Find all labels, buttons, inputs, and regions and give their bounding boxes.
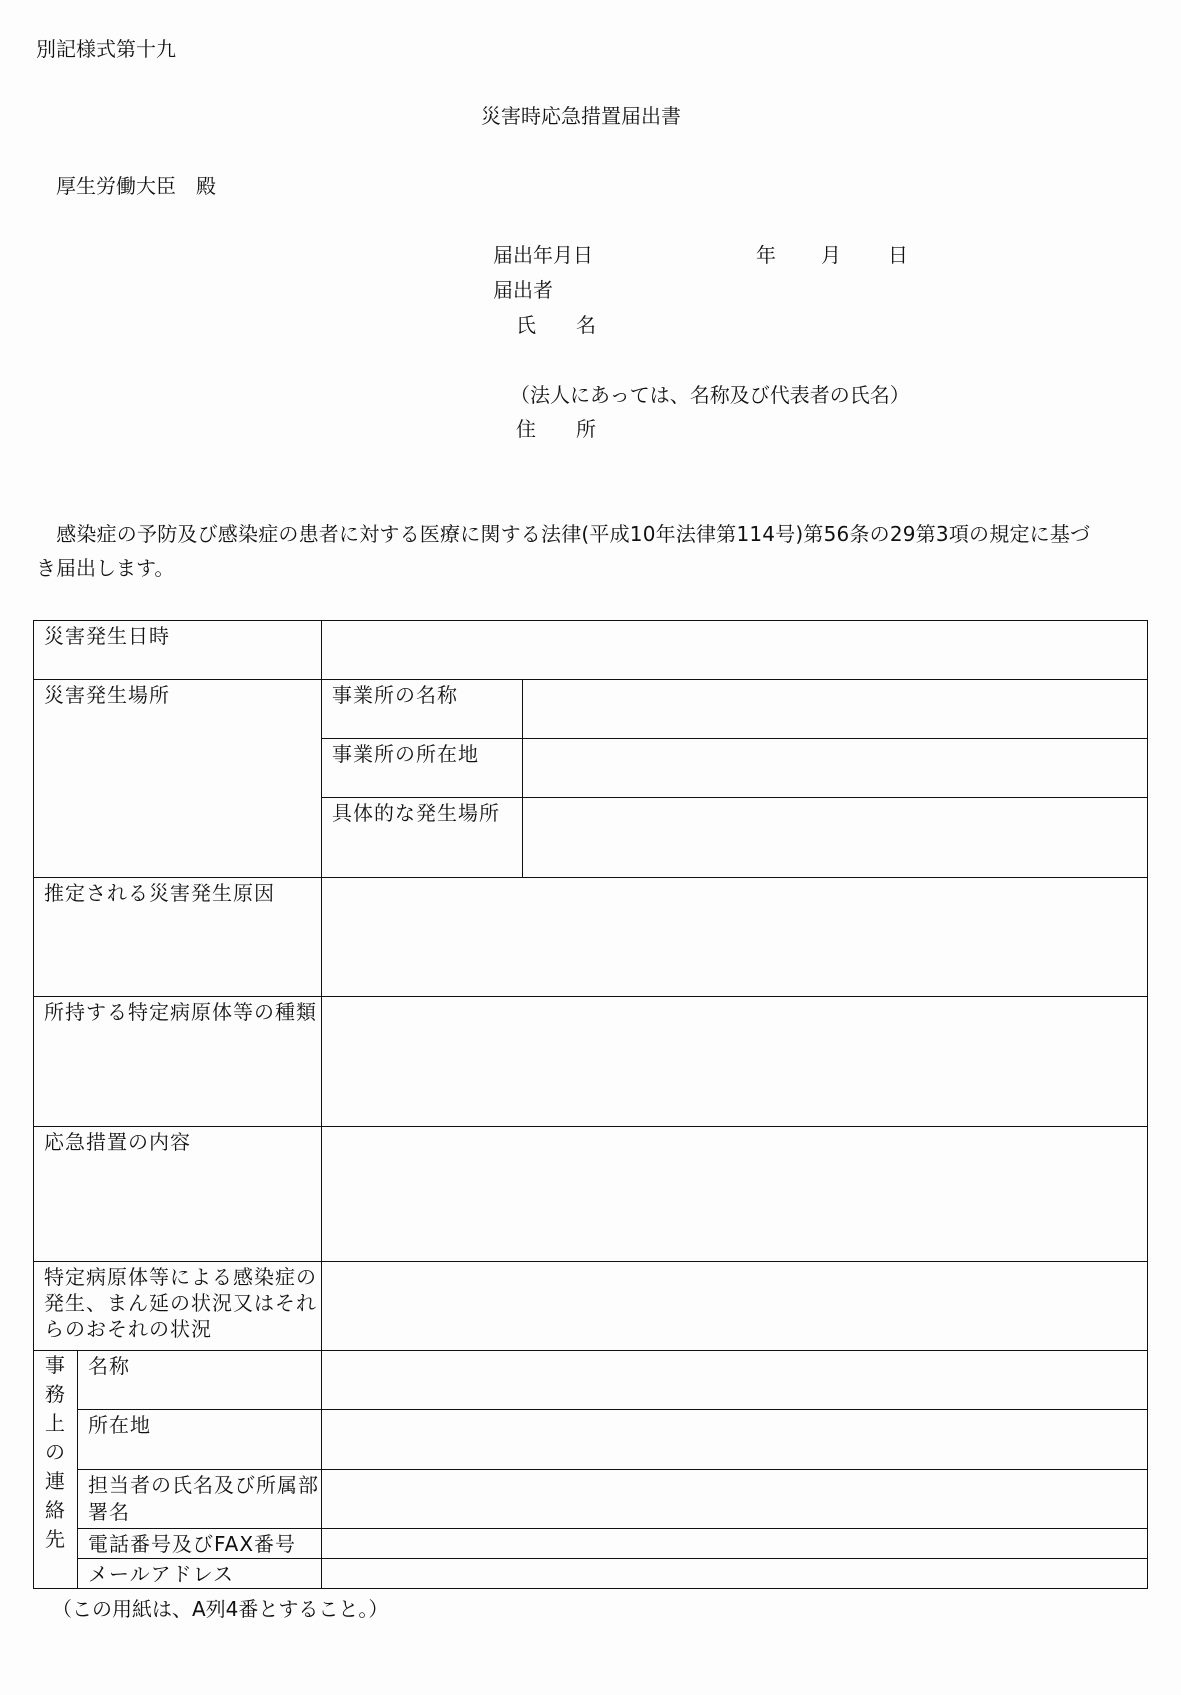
day-label: 日 [888, 243, 908, 267]
contact-location-field[interactable] [322, 1410, 1148, 1470]
table-row [34, 878, 1148, 997]
emergency-measures-field[interactable] [322, 1127, 1148, 1262]
table-row [34, 1410, 1148, 1470]
table-row [34, 1262, 1148, 1351]
specific-place-field[interactable] [523, 798, 1148, 878]
addressee: 厚生労働大臣 殿 [56, 174, 216, 198]
contact-phone-fax-label: 電話番号及びFAX番号 [78, 1529, 322, 1559]
table-row [34, 1470, 1148, 1529]
table-row [34, 1559, 1148, 1589]
name-label: 氏 名 [516, 313, 596, 337]
facility-location-label: 事業所の所在地 [322, 739, 523, 798]
contact-email-field[interactable] [322, 1559, 1148, 1589]
presumed-cause-label: 推定される災害発生原因 [34, 878, 322, 997]
contact-group-char: 務 [45, 1382, 66, 1406]
table-row [34, 997, 1148, 1127]
facility-name-label: 事業所の名称 [322, 680, 523, 739]
address-label: 住 所 [516, 417, 596, 441]
table-row [34, 1529, 1148, 1559]
table-row [34, 1127, 1148, 1262]
contact-email-label: メールアドレス [78, 1559, 322, 1589]
contact-name-label: 名称 [78, 1351, 322, 1410]
occurrence-place-label: 災害発生場所 [34, 680, 322, 878]
specific-place-label: 具体的な発生場所 [322, 798, 523, 878]
contact-group-char: 上 [45, 1411, 66, 1435]
emergency-measures-label: 応急措置の内容 [34, 1127, 322, 1262]
contact-phone-fax-field[interactable] [322, 1529, 1148, 1559]
month-label: 月 [821, 243, 841, 267]
infection-status-field[interactable] [322, 1262, 1148, 1351]
presumed-cause-field[interactable] [322, 878, 1148, 997]
pathogen-types-field[interactable] [322, 997, 1148, 1127]
year-label: 年 [756, 243, 776, 267]
occurrence-datetime-label: 災害発生日時 [34, 621, 322, 680]
contact-person-field[interactable] [322, 1470, 1148, 1529]
contact-group-label [34, 1351, 78, 1589]
filing-date-label: 届出年月日 [493, 243, 593, 267]
contact-location-label: 所在地 [78, 1410, 322, 1470]
corporate-note: （法人にあっては、名称及び代表者の氏名） [510, 383, 910, 407]
table-row [34, 621, 1148, 680]
occurrence-datetime-field[interactable] [322, 621, 1148, 680]
form-number: 別記様式第十九 [36, 37, 176, 61]
contact-group-char: 先 [45, 1527, 66, 1551]
contact-person-label: 担当者の氏名及び所属部署名 [78, 1470, 322, 1529]
footer-note: （この用紙は、A列4番とすること。） [52, 1597, 389, 1621]
contact-group-char: の [45, 1440, 66, 1464]
contact-group-char: 絡 [45, 1498, 66, 1522]
filer-label: 届出者 [493, 278, 553, 302]
table-row [34, 1351, 1148, 1410]
statement-line-1: 感染症の予防及び感染症の患者に対する医療に関する法律(平成10年法律第114号)第56条の29第3項の規定に基づ [36, 522, 1091, 546]
infection-status-label: 特定病原体等による感染症の発生、まん延の状況又はそれらのおそれの状況 [34, 1262, 322, 1351]
facility-name-field[interactable] [523, 680, 1148, 739]
contact-name-field[interactable] [322, 1351, 1148, 1410]
table-row [34, 680, 1148, 739]
contact-group-char: 事 [45, 1353, 66, 1377]
statement-line-2: き届出します。 [36, 556, 175, 580]
document-title: 災害時応急措置届出書 [481, 104, 681, 128]
contact-group-char: 連 [45, 1469, 66, 1493]
facility-location-field[interactable] [523, 739, 1148, 798]
report-form-table [33, 620, 1148, 1589]
pathogen-types-label: 所持する特定病原体等の種類 [34, 997, 322, 1127]
